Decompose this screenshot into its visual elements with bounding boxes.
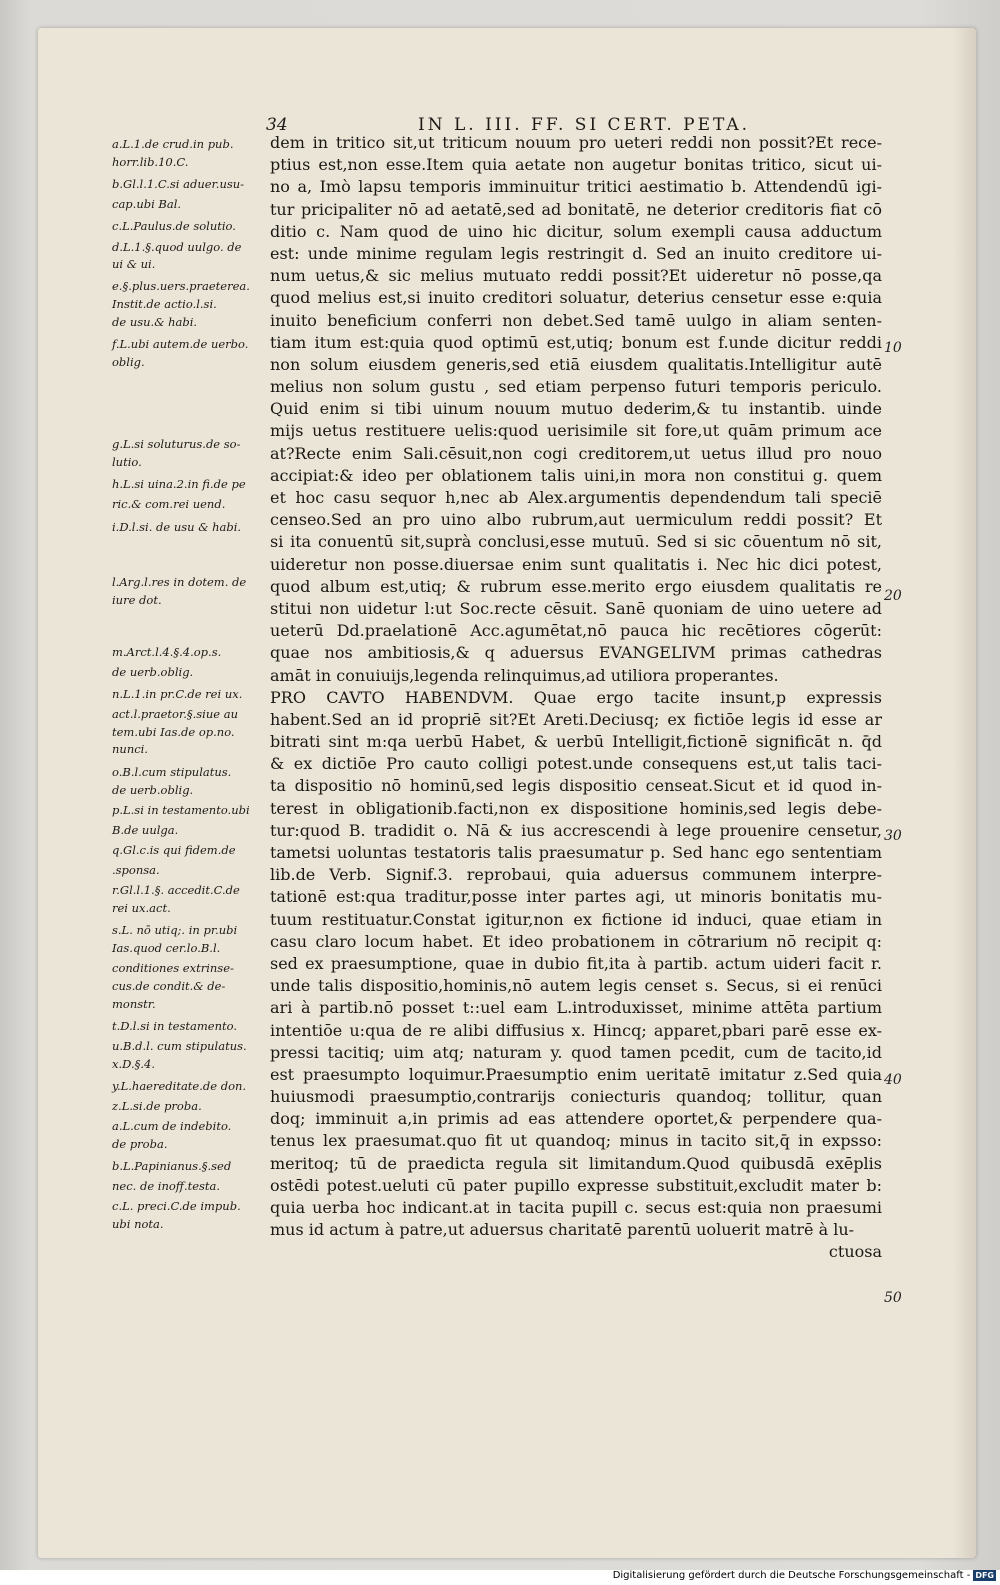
margin-note: b.L.Papinianus.§.sed — [112, 1159, 232, 1173]
text-line: ari à partib.nō posset t::uel eam L.introduxisset, minime attēta partium — [270, 998, 882, 1018]
margin-note: u.B.d.l. cum stipulatus. — [112, 1039, 247, 1053]
margin-note: lutio. — [112, 455, 142, 469]
text-line: tationē est:qua traditur,posse inter partes agi, ut minoris bonitatis mu- — [270, 887, 882, 907]
text-line: tur:quod B. tradidit o. Nā & ius accrescendi à lege prouenire censetur, — [270, 820, 882, 840]
text-line: huiusmodi praesumptio,contrarijs coniecturis quandoq; tollitur, quan — [270, 1087, 882, 1107]
text-line: ta dispositio nō hominū,sed legis dispositio censeat.Sicut et id quod in- — [270, 776, 882, 796]
margin-note: i.D.l.si. de usu & habi. — [112, 520, 242, 534]
body-text — [270, 132, 882, 1264]
text-line: est praesumpto loquimur.Praesumptio enim ueritatē imitatur z.Sed quia — [270, 1064, 882, 1084]
margin-note: y.L.haereditate.de don. — [112, 1079, 247, 1093]
margin-note: de uerb.oblig. — [112, 783, 194, 797]
margin-note: cap.ubi Bal. — [112, 197, 182, 211]
text-line: mijs uetus restituere uelis:quod uerisimile sit fore,ut quām primum ace — [270, 421, 882, 441]
margin-note: act.l.praetor.§.siue au — [112, 707, 238, 721]
text-line: mus id actum à patre,ut aduersus charitatē parentū uoluerit matrē à lu- — [270, 1220, 855, 1240]
margin-note: x.D.§.4. — [112, 1057, 155, 1071]
text-line: num uetus,& sic melius mutuato reddi possit?Et uideretur nō posse,qa — [270, 266, 882, 286]
text-line: doq; imminuit a,in primis ad eas attendere oportet,& perpendere qua- — [270, 1109, 882, 1129]
text-line: quod melius est,si inuito creditori soluatur, deterius censetur esse e:quia — [270, 288, 882, 308]
text-line: lib.de Verb. Signif.3. reprobaui, quia aduersus communem interpre- — [270, 865, 882, 885]
text-line: tuum restituatur.Constat igitur,non ex fictione id induci, quae etiam in — [270, 909, 882, 929]
text-line: quae nos ambitiosis,& q aduersus EVANGELIVM primas cathedras — [270, 643, 882, 663]
text-line: tur pricipaliter nō ad aetatē,sed ad bonitatē, ne deterior creditoris fiat cō — [270, 199, 882, 219]
margin-note: h.L.si uina.2.in fi.de pe — [112, 477, 246, 491]
margin-note: a.L.1.de crud.in pub. — [112, 137, 234, 151]
text-line: amāt in conuiuijs,legenda relinquimus,ad utiliora properantes. — [270, 665, 779, 685]
text-line: quia uerba hoc indicant.at in tacita pupill c. secus est:quia non praesumi — [270, 1198, 882, 1217]
margin-note: s.L. nō utiq;. in pr.ubi — [112, 923, 238, 937]
text-line: PRO CAVTO HABENDVM. Quae ergo tacite insunt,p expressis — [270, 687, 882, 707]
line-number: 30 — [884, 828, 902, 844]
margin-note: ric.& com.rei uend. — [112, 497, 226, 511]
page-number: 34 — [266, 115, 288, 135]
text-line: ctuosa — [828, 1242, 882, 1262]
margin-note: c.L.Paulus.de solutio. — [112, 219, 236, 233]
margin-note: g.L.si soluturus.de so- — [112, 437, 241, 451]
margin-note: de proba. — [112, 1137, 168, 1151]
margin-note: f.L.ubi autem.de uerbo. — [112, 337, 249, 351]
margin-note: nunci. — [112, 742, 148, 756]
text-line: stitui non uidetur l:ut Soc.recte cēsuit. Sanē quoniam de uino uetere ad — [270, 598, 882, 618]
dfg-logo: DFG — [975, 1571, 994, 1580]
margin-note: e.§.plus.uers.praeterea. — [112, 279, 250, 293]
margin-note: r.Gl.l.1.§. accedit.C.de — [112, 883, 240, 897]
line-number: 10 — [884, 340, 902, 356]
text-line: Quid enim si tibi uinum nouum mutuo dederim,& tu instantib. uinde — [270, 399, 882, 419]
margin-note: q.Gl.c.is qui fidem.de — [112, 843, 236, 857]
text-line: non solum eiusdem generis,sed etiā eiusdem qualitatis.Intelligitur autē — [270, 354, 882, 374]
text-line: bitrati sint m:qa uerbū Habet, & uerbū Intelligit,fictionē significāt n. q̄d — [270, 732, 882, 752]
text-line: at?Recte enim Sali.cēsuit,non cogi creditorem,ut uetus illud pro nouo — [270, 443, 882, 463]
text-line: si ita conuentū sit,suprà conclusi,esse mutuū. Sed si sic cōuentum nō sit, — [270, 532, 882, 552]
margin-note: .sponsa. — [112, 863, 160, 877]
text-line: sed ex praesumptione, quae in dubio fit,ita à partib. actum uideri facit r. — [270, 953, 882, 973]
margin-note: n.L.1.in pr.C.de rei ux. — [112, 687, 243, 701]
margin-note: o.B.l.cum stipulatus. — [112, 765, 232, 779]
margin-note: B.de uulga. — [112, 823, 179, 837]
text-line: ditio c. Nam quod de uino hic dicitur, solum exempli causa adductum — [270, 221, 882, 241]
margin-note: z.L.si.de proba. — [112, 1099, 202, 1113]
text-line: inuito beneficium conferri non debet.Sed tamē uulgo in aliam senten- — [270, 310, 882, 330]
margin-note: ui & ui. — [112, 257, 156, 271]
text-line: melius non solum gustu , sed etiam perpenso futuri temporis periculo. — [270, 377, 882, 397]
text-line: ptius est,non esse.Item quia aetate non augetur bonitas tritico, sicut ui- — [270, 155, 882, 175]
digitization-footer — [0, 1570, 1000, 1585]
margin-note: m.Arct.l.4.§.4.op.s. — [112, 645, 222, 659]
margin-note: d.L.1.§.quod uulgo. de — [112, 240, 242, 254]
text-line: unde talis dispositio,hominis,nō autem legis censet s. Secus, si ei renūci — [270, 976, 882, 996]
text-line: quod album est,utiq; & rubrum esse.merito ergo eiusdem qualitatis re — [270, 576, 882, 596]
margin-note: l.Arg.l.res in dotem. de — [112, 575, 247, 589]
text-line: no a, Imò lapsu temporis imminuitur tritici aestimatio b. Attendendū igi- — [270, 177, 882, 197]
margin-note: iure dot. — [112, 593, 162, 607]
text-line: tenus lex praesumat.quo fit ut quandoq; minus in tacito sit,q̄ in expsso: — [270, 1131, 882, 1151]
margin-note: conditiones extrinse- — [112, 961, 234, 975]
margin-note: tem.ubi Ias.de op.no. — [112, 725, 235, 739]
text-line: terest in obligationib.facti,non ex dispositione hominis,sed legis debe- — [270, 798, 882, 818]
text-line: tiam itum est:quia quod optimū est,utiq; bonum est f.unde dicitur reddi — [270, 332, 882, 352]
text-line: et hoc casu sequor h,nec ab Alex.argumentis dependendum tali speciē — [270, 488, 882, 507]
margin-note: oblig. — [112, 355, 145, 369]
line-number: 40 — [884, 1072, 902, 1088]
text-line: habent.Sed an id propriē sit?Et Areti.Deciusq; ex fictiōe legis id esse ar — [270, 709, 882, 729]
margin-note: horr.lib.10.C. — [112, 155, 189, 169]
margin-note: monstr. — [112, 997, 156, 1011]
text-line: accipiat:& ideo per oblationem talis uini,in mora non constitui g. quem — [270, 465, 882, 485]
text-line: ueterū Dd.praelationē Acc.agumētat,nō pauca hic recētiores cōgerūt: — [270, 621, 882, 641]
line-number: 50 — [884, 1290, 902, 1306]
text-line: tametsi uoluntas testatoris talis praesumatur p. Sed hanc ego sententiam — [270, 843, 882, 862]
line-number: 20 — [884, 588, 902, 604]
text-line: ostēdi potest.ueluti cū pater pupillo expresse substituit,excludit mater b: — [270, 1175, 882, 1195]
text-line: pressi tacitiq; uim atq; naturam y. quod tamen pcedit, cum de tacito,id — [270, 1042, 882, 1062]
margin-note: cus.de condit.& de- — [112, 979, 226, 993]
text-line: meritoq; tū de praedicta regula sit limitandum.Quod quibusdā exēplis — [270, 1153, 882, 1173]
margin-note: de uerb.oblig. — [112, 665, 194, 679]
margin-note: Instit.de actio.l.si. — [112, 297, 217, 311]
text-line: intentiōe u:qua de re alibi diffusius x. Hincq; apparet,pbari parē esse ex- — [270, 1020, 882, 1040]
text-line: uideretur non posse.diuersae enim sunt qualitatis i. Nec hic dici potest, — [270, 554, 882, 574]
text-line: & ex dictiōe Pro cauto colligi potest.unde consequens est,ut talis taci- — [270, 754, 882, 774]
margin-note: de usu.& habi. — [112, 315, 198, 329]
margin-note: ubi nota. — [112, 1217, 164, 1231]
margin-note: t.D.l.si in testamento. — [112, 1019, 237, 1033]
margin-note: c.L. preci.C.de impub. — [112, 1199, 241, 1213]
margin-note: b.Gl.l.1.C.si aduer.usu- — [112, 177, 245, 191]
margin-note: p.L.si in testamento.ubi — [112, 803, 250, 817]
margin-note: Ias.quod cer.lo.B.l. — [112, 941, 221, 955]
text-line: censeo.Sed an pro uino albo rubrum,aut uermiculum reddi possit? Et — [270, 510, 882, 530]
running-title: IN L. III. FF. SI CERT. PETA. — [418, 115, 751, 135]
text-line: est: unde minime regulam legis restringit d. Sed an inuito creditore ui- — [270, 243, 882, 263]
margin-note: nec. de inoff.testa. — [112, 1179, 221, 1193]
text-line: dem in tritico sit,ut triticum nouum pro ueteri reddi non possit?Et rece- — [270, 133, 882, 152]
margin-note: a.L.cum de indebito. — [112, 1119, 232, 1133]
margin-note: rei ux.act. — [112, 901, 171, 915]
text-line: casu claro locum habet. Et ideo probationem in cōtrarium nō recipit q: — [270, 931, 882, 951]
footer-credit: Digitalisierung gefördert durch die Deutsche Forschungsgemeinschaft - — [612, 1570, 971, 1581]
